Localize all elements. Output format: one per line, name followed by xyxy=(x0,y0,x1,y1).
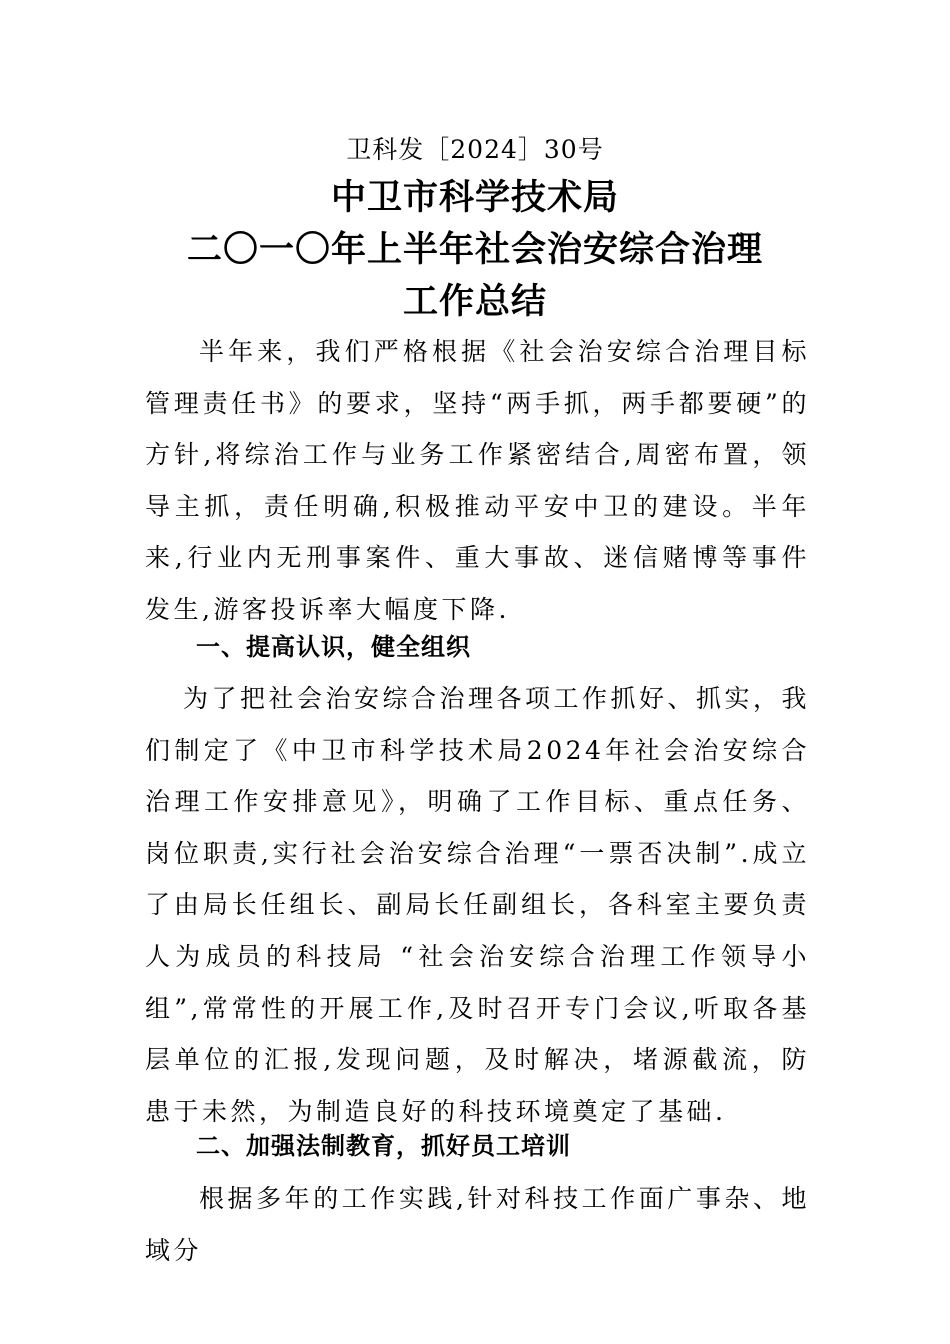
section-1-paragraph: 为了把社会治安综合治理各项工作抓好、抓实，我们制定了《中卫市科学技术局2024年社会治安综合治理工作安排意见》，明确了工作目标、重点任务、岗位职责,实行社会治安综合治理“一票否决制”.成立了由局长任组长、副局长任副组长，各科室主要负责人为成员的科技局 “社会治安综合治理工作领导小组”,常常性的开展工作,及时召开专门会议,听取各基层单位的汇报,发现问题，及时解决，堵源截流，防患于未然，为制造良好的科技环境奠定了基础. xyxy=(145,684,811,1126)
section-heading-2: 二、加强法制教育，抓好员工培训 xyxy=(196,1132,571,1160)
document-title-subject: 二〇一〇年上半年社会治安综合治理 xyxy=(186,230,763,270)
document-number: 卫科发［2024］30号 xyxy=(346,135,604,164)
document-title-type: 工作总结 xyxy=(402,282,547,322)
intro-paragraph: 半年来，我们严格根据《社会治安综合治理目标管理责任书》的要求，坚持“两手抓，两手都要硬”的方针,将综治工作与业务工作紧密结合,周密布置，领导主抓，责任明确,积极推动平安中卫的建设。半年来,行业内无刑事案件、重大事故、迷信赌博等事件发生,游客投诉率大幅度下降. xyxy=(145,337,810,624)
section-2-paragraph: 根据多年的工作实践,针对科技工作面广事杂、地域分 xyxy=(145,1184,810,1265)
document-title-organization: 中卫市科学技术局 xyxy=(330,178,619,218)
section-heading-1: 一、提高认识，健全组织 xyxy=(196,633,471,661)
